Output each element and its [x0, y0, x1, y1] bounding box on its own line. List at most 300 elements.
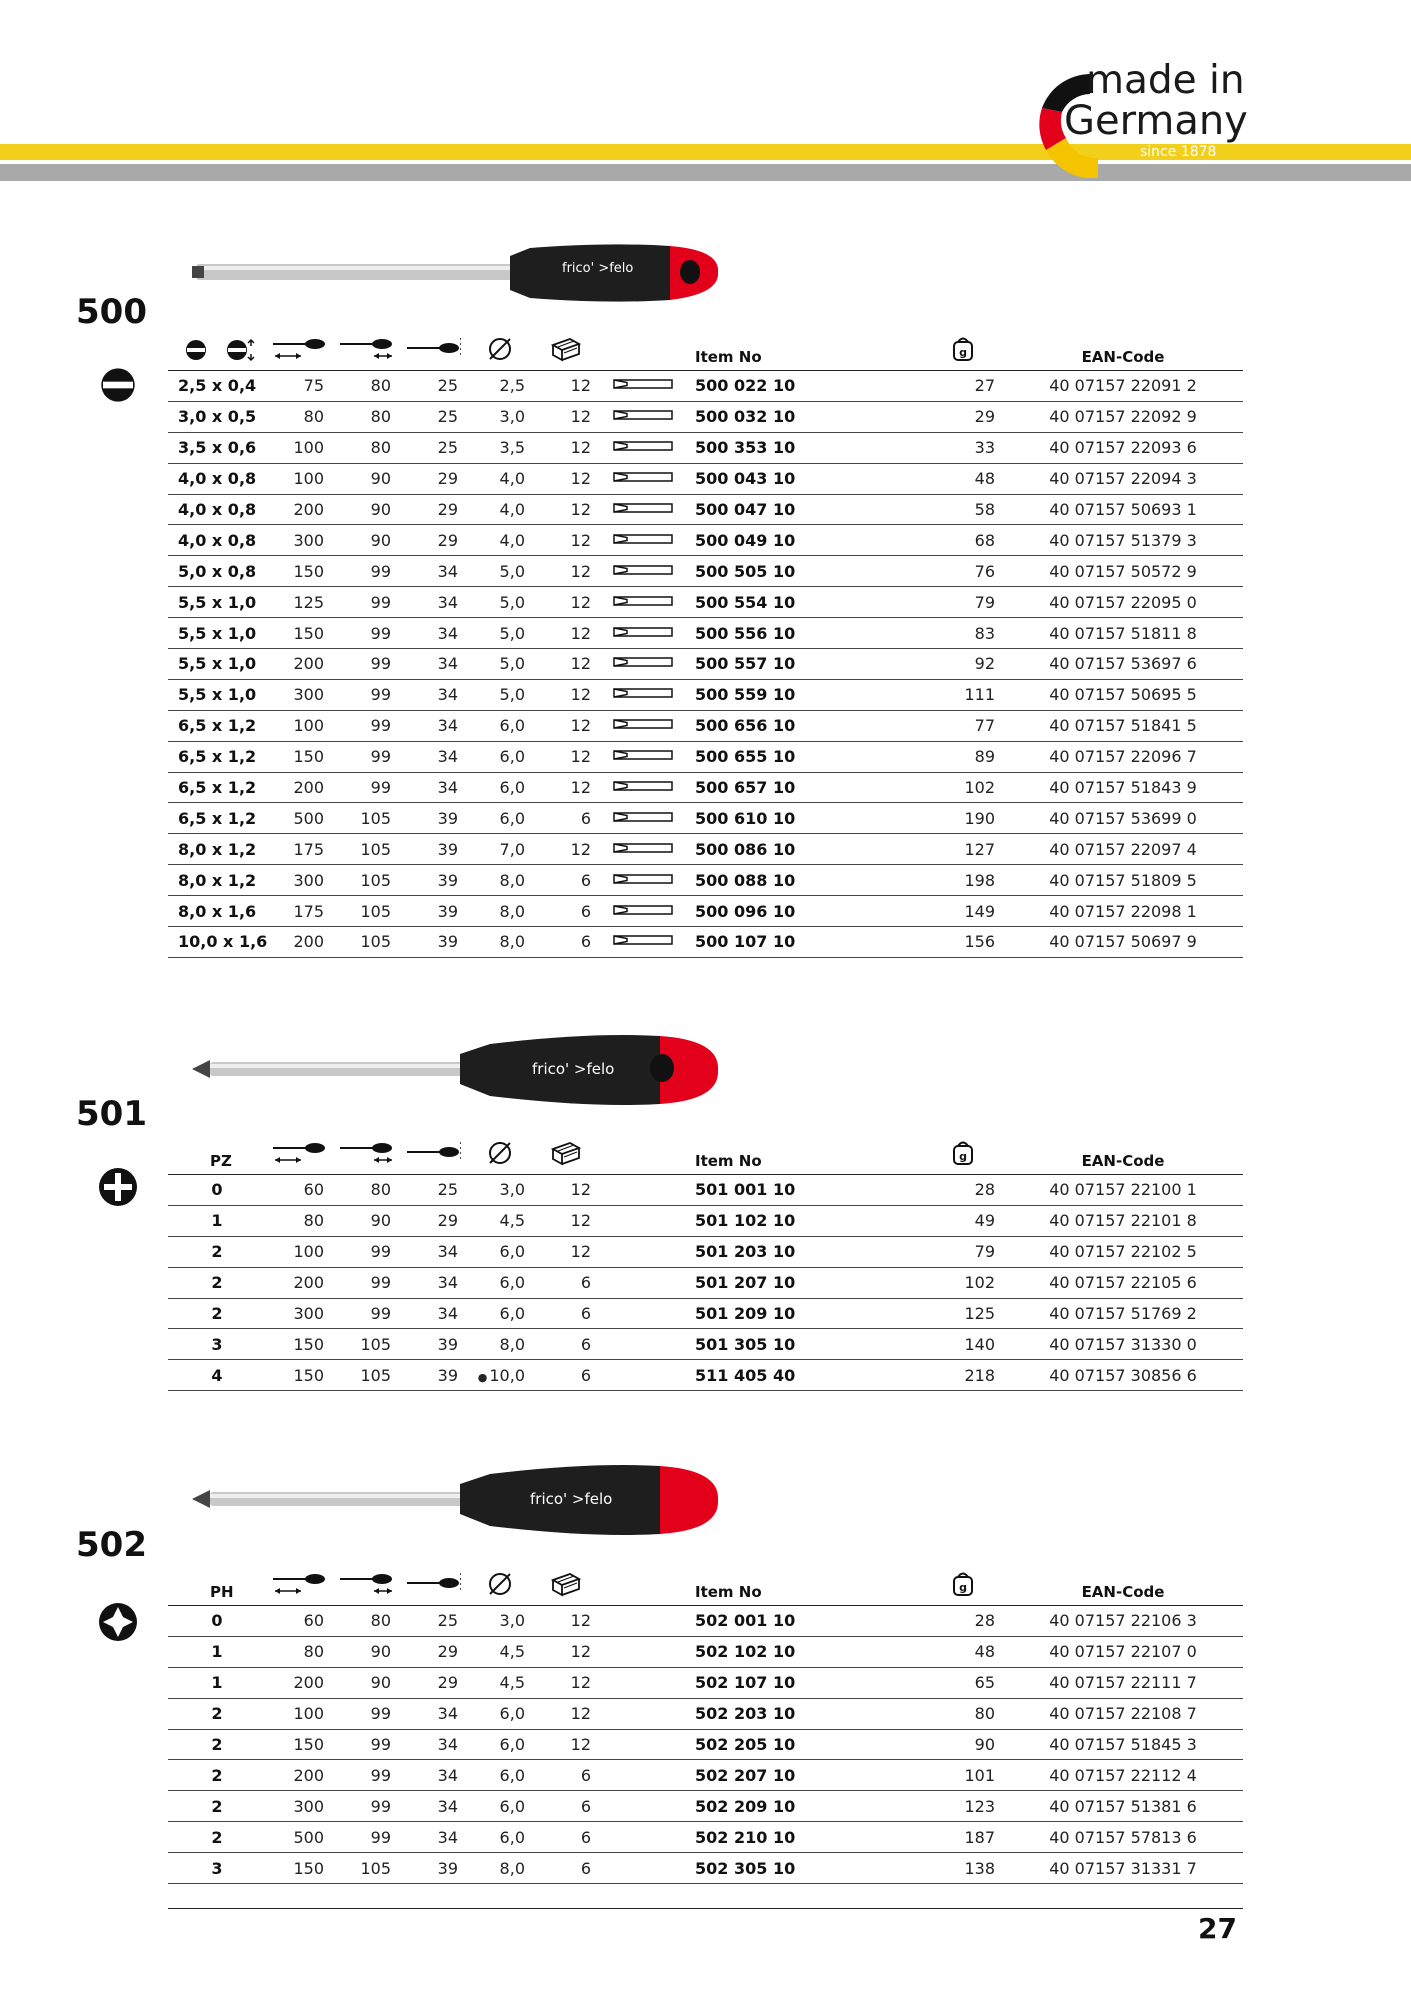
size-value: 4,0 x 0,8 [178, 530, 257, 550]
blade-length-value: 80 [370, 407, 391, 427]
diameter-cell [466, 1360, 533, 1391]
package-qty-value: 6 [580, 1365, 591, 1385]
diameter-value: 3,5 [499, 438, 525, 458]
diameter-cell [466, 463, 533, 494]
size-value: 3,0 x 0,5 [178, 407, 257, 427]
ean-cell [1003, 1853, 1243, 1884]
weight-cell [923, 649, 1003, 680]
table-row [168, 803, 1243, 834]
diameter-value: 6,0 [499, 1796, 525, 1816]
package-qty-cell [533, 927, 599, 958]
blade-length-cell [332, 834, 399, 865]
table-row [168, 1606, 1243, 1637]
weight-value: 28 [974, 1611, 995, 1631]
item-no-cell [687, 803, 923, 834]
size-value: 2 [211, 1796, 223, 1816]
size-cell [168, 1606, 266, 1637]
table-row [168, 463, 1243, 494]
handle-length-value: 34 [437, 1704, 458, 1724]
size-value: 4,0 x 0,8 [178, 469, 257, 489]
handle-length-cell [399, 1853, 466, 1884]
handle-length-value: 34 [437, 1242, 458, 1262]
size-value: 2 [211, 1735, 223, 1754]
diameter-value: 6,0 [499, 1704, 525, 1724]
size-cell [168, 432, 266, 463]
diameter-value: 4,5 [499, 1642, 525, 1662]
handle-length-cell [399, 741, 466, 772]
table-row [168, 432, 1243, 463]
ean-value: 40 07157 22111 7 [1049, 1673, 1197, 1693]
overall-length-cell [266, 834, 332, 865]
weight-value: 79 [974, 592, 995, 612]
diameter-cell [466, 618, 533, 649]
weight-cell [923, 865, 1003, 896]
diameter-icon [487, 336, 513, 362]
overall-length-value: 150 [293, 1735, 324, 1754]
weight-cell [923, 401, 1003, 432]
overall-length-cell [266, 1822, 332, 1853]
handle-length-cell [399, 865, 466, 896]
package-qty-value: 12 [570, 685, 591, 705]
weight-cell [923, 803, 1003, 834]
item-no-value: 502 207 10 [695, 1765, 796, 1785]
table-row [168, 679, 1243, 710]
col-ean: EAN-Code [1003, 1124, 1243, 1175]
weight-value: 28 [974, 1180, 995, 1200]
ean-value: 40 07157 22107 0 [1049, 1642, 1197, 1662]
ean-cell [1003, 1298, 1243, 1329]
overall-length-cell [266, 1175, 332, 1206]
blade-length-value: 99 [370, 561, 391, 581]
blade-length-cell [332, 1175, 399, 1206]
item-no-value: 502 209 10 [695, 1796, 796, 1816]
overall-length-value: 150 [293, 747, 324, 767]
weight-cell [923, 1360, 1003, 1391]
handle-length-cell [399, 1667, 466, 1698]
ean-cell [1003, 371, 1243, 402]
blade-shape-cell [599, 803, 687, 834]
blade-shape-cell [599, 618, 687, 649]
blade-length-value: 99 [370, 592, 391, 612]
item-no-cell [687, 556, 923, 587]
overall-length-value: 500 [293, 808, 324, 828]
blade-shape-cell [599, 432, 687, 463]
size-cell [168, 1853, 266, 1884]
item-no-cell [687, 834, 923, 865]
table-502 [168, 1555, 1243, 1884]
table-row [168, 1267, 1243, 1298]
ean-cell [1003, 1791, 1243, 1822]
table-row [168, 1760, 1243, 1791]
ean-cell [1003, 618, 1243, 649]
screwdriver-500-image [190, 232, 720, 312]
item-no-cell [687, 896, 923, 927]
blade-shape-icon [613, 532, 673, 546]
blade-shape-cell [599, 1698, 687, 1729]
blade-shape-cell [599, 1205, 687, 1236]
weight-cell [923, 556, 1003, 587]
size-cell [168, 1822, 266, 1853]
diameter-cell [466, 1791, 533, 1822]
diameter-value: 6,0 [499, 1304, 525, 1323]
pozidriv-tip-icon [98, 1167, 138, 1207]
package-qty-cell [533, 618, 599, 649]
size-cell [168, 1791, 266, 1822]
size-value: 0 [211, 1180, 223, 1200]
blade-shape-icon [613, 625, 673, 639]
item-no-value: 500 556 10 [695, 623, 796, 643]
ean-cell [1003, 494, 1243, 525]
table-row [168, 1667, 1243, 1698]
overall-length-cell [266, 463, 332, 494]
handle-length-cell [399, 1822, 466, 1853]
handle-length-value: 29 [437, 469, 458, 489]
ean-cell [1003, 1329, 1243, 1360]
weight-value: 102 [964, 778, 995, 798]
table-row [168, 1791, 1243, 1822]
package-qty-value: 6 [580, 870, 591, 890]
overall-length-cell [266, 1698, 332, 1729]
blade-length-cell [332, 1822, 399, 1853]
table-row [168, 834, 1243, 865]
package-qty-cell [533, 1636, 599, 1667]
overall-length-value: 300 [293, 530, 324, 550]
blade-shape-icon [613, 439, 673, 453]
weight-value: 149 [964, 901, 995, 921]
handle-length-cell [399, 1236, 466, 1267]
overall-length-cell [266, 1791, 332, 1822]
series-500-title: 500 [76, 292, 147, 332]
blade-length-cell [332, 1267, 399, 1298]
overall-length-cell [266, 1360, 332, 1391]
weight-cell [923, 1698, 1003, 1729]
weight-value: 127 [964, 839, 995, 859]
overall-length-value: 60 [303, 1180, 324, 1200]
badge-since: since 1878 [1140, 144, 1217, 160]
diameter-value: 5,0 [499, 623, 525, 643]
table-row [168, 1205, 1243, 1236]
handle-length-cell [399, 463, 466, 494]
blade-length-value: 105 [360, 1334, 391, 1354]
blade-shape-cell [599, 525, 687, 556]
handle-length-value: 39 [437, 808, 458, 828]
handle-length-cell [399, 432, 466, 463]
size-value: 8,0 x 1,2 [178, 839, 257, 859]
weight-value: 76 [974, 561, 995, 581]
weight-icon [951, 1569, 975, 1597]
ean-value: 40 07157 31330 0 [1049, 1334, 1197, 1354]
overall-length-cell [266, 741, 332, 772]
weight-value: 49 [974, 1211, 995, 1231]
item-no-cell [687, 1636, 923, 1667]
weight-value: 90 [974, 1735, 995, 1754]
handle-length-value: 39 [437, 1365, 458, 1385]
weight-value: 33 [974, 438, 995, 458]
diameter-cell [466, 1822, 533, 1853]
size-value: 6,5 x 1,2 [178, 747, 257, 767]
item-no-cell [687, 772, 923, 803]
weight-cell [923, 371, 1003, 402]
handle-length-cell [399, 1729, 466, 1760]
ean-cell [1003, 1606, 1243, 1637]
overall-length-cell [266, 371, 332, 402]
overall-length-value: 75 [303, 376, 324, 396]
blade-length-cell [332, 494, 399, 525]
weight-value: 187 [964, 1827, 995, 1847]
handle-length-value: 34 [437, 1273, 458, 1293]
overall-length-cell [266, 710, 332, 741]
diameter-value: 4,0 [499, 530, 525, 550]
package-qty-value: 12 [570, 654, 591, 674]
handle-length-cell [399, 710, 466, 741]
handle-length-cell [399, 525, 466, 556]
weight-cell [923, 710, 1003, 741]
size-cell [168, 401, 266, 432]
handle-length-cell [399, 371, 466, 402]
diameter-icon [487, 1140, 513, 1166]
package-qty-value: 12 [570, 1180, 591, 1200]
blade-shape-cell [599, 772, 687, 803]
ean-cell [1003, 741, 1243, 772]
ean-cell [1003, 432, 1243, 463]
overall-length-value: 200 [293, 932, 324, 952]
ean-value: 40 07157 51845 3 [1049, 1735, 1197, 1754]
handle-length-cell [399, 1760, 466, 1791]
blade-shape-cell [599, 1667, 687, 1698]
blade-length-cell [332, 741, 399, 772]
item-no-value: 501 207 10 [695, 1273, 796, 1293]
diameter-value: 5,0 [499, 685, 525, 705]
table-row [168, 1822, 1243, 1853]
overall-length-cell [266, 525, 332, 556]
package-qty-cell [533, 525, 599, 556]
tool-brand-label: frico' >felo [562, 261, 634, 276]
handle-length-value: 34 [437, 1796, 458, 1816]
series-502-title: 502 [76, 1525, 147, 1565]
item-no-value: 500 032 10 [695, 407, 796, 427]
package-qty-value: 12 [570, 1611, 591, 1631]
blade-shape-cell [599, 587, 687, 618]
col-pz: PZ [168, 1124, 266, 1175]
item-no-cell [687, 587, 923, 618]
blade-shape-icon [613, 748, 673, 762]
table-row [168, 371, 1243, 402]
overall-length-cell [266, 896, 332, 927]
diameter-cell [466, 1267, 533, 1298]
ean-cell [1003, 772, 1243, 803]
blade-length-value: 105 [360, 808, 391, 828]
blade-length-cell [332, 1791, 399, 1822]
blade-length-cell [332, 1205, 399, 1236]
size-value: 1 [211, 1211, 223, 1231]
blade-length-value: 90 [370, 530, 391, 550]
overall-length-cell [266, 1298, 332, 1329]
blade-shape-cell [599, 401, 687, 432]
ean-cell [1003, 1360, 1243, 1391]
overall-length-cell [266, 1236, 332, 1267]
blade-shape-cell [599, 834, 687, 865]
ean-cell [1003, 927, 1243, 958]
weight-value: 101 [964, 1765, 995, 1785]
diameter-cell [466, 741, 533, 772]
diameter-cell [466, 1175, 533, 1206]
package-qty-cell [533, 865, 599, 896]
diameter-icon [487, 1571, 513, 1597]
package-qty-cell [533, 1329, 599, 1360]
size-value: 1 [211, 1642, 223, 1662]
handle-length-value: 34 [437, 1827, 458, 1847]
blade-shape-cell [599, 1729, 687, 1760]
handle-length-value: 34 [437, 623, 458, 643]
item-no-value: 501 001 10 [695, 1180, 796, 1200]
blade-length-value: 105 [360, 932, 391, 952]
item-no-cell [687, 463, 923, 494]
item-no-cell [687, 1760, 923, 1791]
diameter-cell [466, 772, 533, 803]
overall-length-cell [266, 649, 332, 680]
col-item-no: Item No [687, 1555, 923, 1606]
package-qty-value: 12 [570, 530, 591, 550]
package-qty-cell [533, 896, 599, 927]
table-row [168, 865, 1243, 896]
item-no-value: 500 655 10 [695, 747, 796, 767]
ean-value: 40 07157 51769 2 [1049, 1304, 1197, 1323]
table-row [168, 1236, 1243, 1267]
weight-cell [923, 1606, 1003, 1637]
handle-length-value: 34 [437, 685, 458, 705]
blade-shape-cell [599, 649, 687, 680]
package-qty-cell [533, 1236, 599, 1267]
blade-shape-icon [613, 470, 673, 484]
blade-length-cell [332, 1667, 399, 1698]
blade-shape-cell [599, 710, 687, 741]
weight-cell [923, 1236, 1003, 1267]
overall-length-cell [266, 772, 332, 803]
size-value: 5,5 x 1,0 [178, 592, 257, 612]
blade-length-icon [338, 1138, 394, 1166]
ean-value: 40 07157 51841 5 [1049, 716, 1197, 736]
item-no-value: 500 610 10 [695, 808, 796, 828]
weight-cell [923, 587, 1003, 618]
overall-length-cell [266, 556, 332, 587]
blade-shape-cell [599, 1175, 687, 1206]
package-qty-cell [533, 1298, 599, 1329]
diameter-value: 2,5 [499, 376, 525, 396]
diameter-cell [466, 432, 533, 463]
blade-length-cell [332, 772, 399, 803]
item-no-value: 502 210 10 [695, 1827, 796, 1847]
overall-length-value: 150 [293, 623, 324, 643]
weight-value: 123 [964, 1796, 995, 1816]
blade-length-value: 105 [360, 1365, 391, 1385]
size-cell [168, 525, 266, 556]
ean-cell [1003, 1205, 1243, 1236]
diameter-value: 5,0 [499, 592, 525, 612]
blade-shape-icon [613, 563, 673, 577]
diameter-value: 8,0 [499, 932, 525, 952]
item-no-value: 500 096 10 [695, 901, 796, 921]
package-qty-cell [533, 401, 599, 432]
package-qty-value: 6 [580, 1304, 591, 1323]
ean-cell [1003, 1729, 1243, 1760]
handle-length-value: 34 [437, 747, 458, 767]
diameter-cell [466, 1236, 533, 1267]
size-cell [168, 1698, 266, 1729]
handle-length-cell [399, 772, 466, 803]
overall-length-cell [266, 1729, 332, 1760]
item-no-cell [687, 1360, 923, 1391]
handle-length-value: 34 [437, 1735, 458, 1754]
blade-shape-icon [613, 408, 673, 422]
handle-length-cell [399, 556, 466, 587]
overall-length-cell [266, 432, 332, 463]
package-qty-cell [533, 1698, 599, 1729]
diameter-value: 3,0 [499, 1180, 525, 1200]
weight-cell [923, 1205, 1003, 1236]
table-row [168, 927, 1243, 958]
weight-icon [951, 1138, 975, 1166]
diameter-cell [466, 679, 533, 710]
blade-shape-icon [613, 501, 673, 515]
overall-length-value: 200 [293, 654, 324, 674]
overall-length-value: 150 [293, 1334, 324, 1354]
round-blade-icon: ● [477, 1370, 488, 1384]
handle-length-cell [399, 1698, 466, 1729]
item-no-value: 501 305 10 [695, 1334, 796, 1354]
item-no-value: 502 001 10 [695, 1611, 796, 1631]
size-value: 8,0 x 1,2 [178, 870, 257, 890]
blade-length-cell [332, 463, 399, 494]
handle-length-value: 34 [437, 561, 458, 581]
item-no-value: 500 657 10 [695, 778, 796, 798]
blade-shape-icon [613, 903, 673, 917]
size-value: 2,5 x 0,4 [178, 376, 257, 396]
package-qty-cell [533, 710, 599, 741]
col-item-no: Item No [687, 320, 923, 371]
overall-length-value: 500 [293, 1827, 324, 1847]
overall-length-value: 300 [293, 1796, 324, 1816]
handle-length-value: 39 [437, 839, 458, 859]
size-value: 2 [211, 1704, 223, 1724]
ean-cell [1003, 896, 1243, 927]
blade-length-cell [332, 1360, 399, 1391]
item-no-cell [687, 1175, 923, 1206]
item-no-cell [687, 1729, 923, 1760]
size-cell [168, 834, 266, 865]
blade-shape-icon [613, 779, 673, 793]
size-value: 2 [211, 1304, 223, 1323]
item-no-value: 500 088 10 [695, 870, 796, 890]
handle-length-value: 39 [437, 870, 458, 890]
overall-length-value: 175 [293, 839, 324, 859]
overall-length-cell [266, 494, 332, 525]
package-qty-cell [533, 1791, 599, 1822]
handle-length-cell [399, 1636, 466, 1667]
diameter-value: 6,0 [499, 808, 525, 828]
package-qty-value: 12 [570, 1704, 591, 1724]
size-value: 0 [211, 1611, 223, 1631]
overall-length-cell [266, 1606, 332, 1637]
size-cell [168, 463, 266, 494]
ean-cell [1003, 1636, 1243, 1667]
weight-value: 125 [964, 1304, 995, 1323]
handle-length-cell [399, 1791, 466, 1822]
blade-shape-cell [599, 1267, 687, 1298]
blade-length-icon [338, 1569, 394, 1597]
blade-length-value: 80 [370, 1180, 391, 1200]
ean-cell [1003, 1760, 1243, 1791]
item-no-cell [687, 1329, 923, 1360]
